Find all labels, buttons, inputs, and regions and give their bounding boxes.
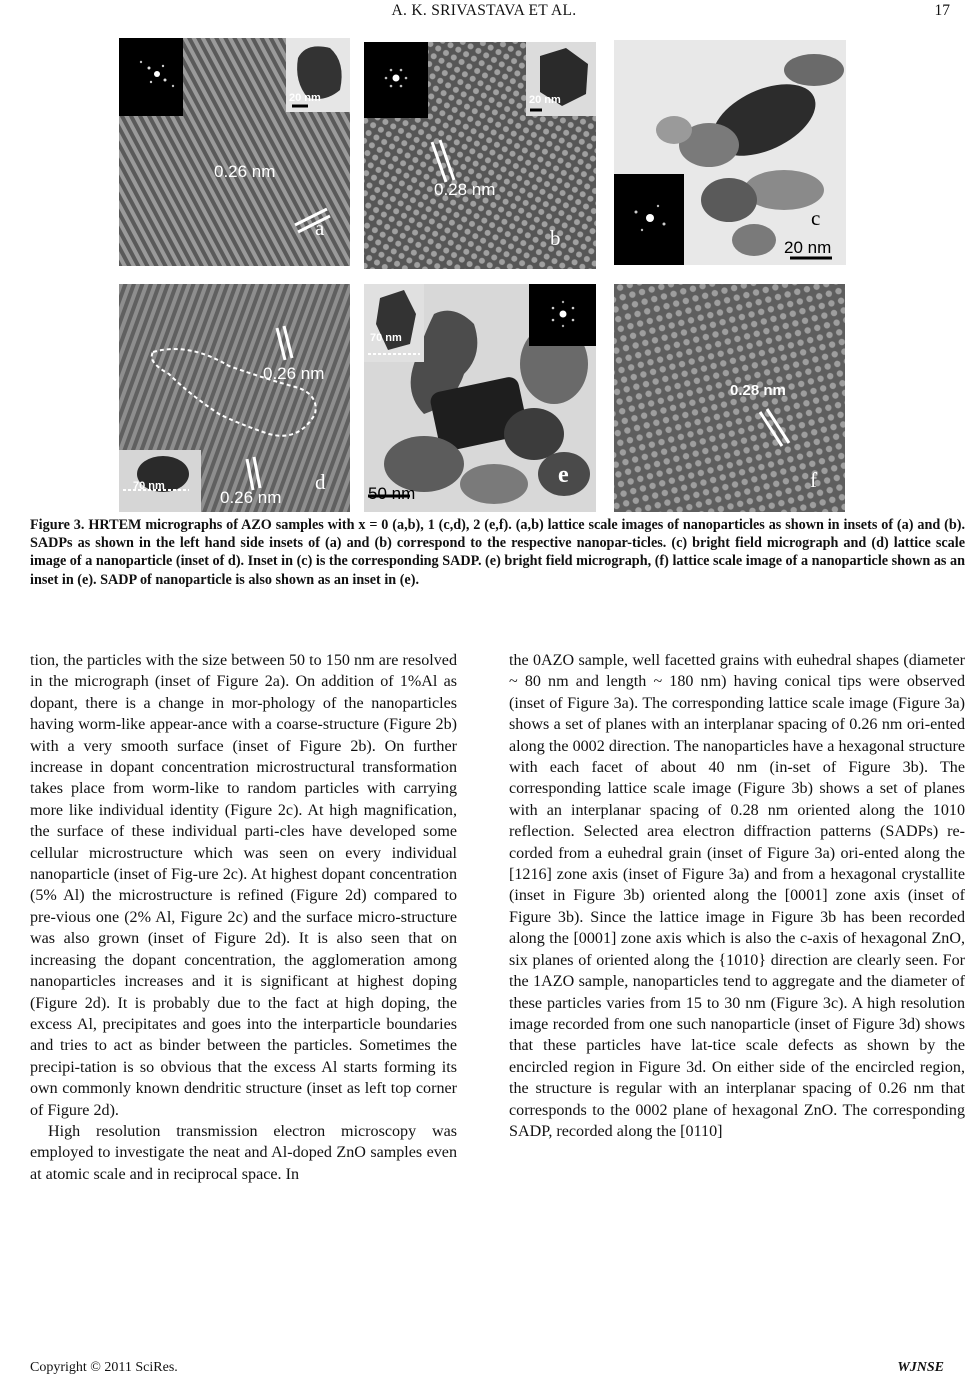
footer-journal: WJNSE: [897, 1360, 944, 1375]
panel-b-letter: b: [550, 226, 561, 250]
panel-c-bright-field: [614, 40, 846, 265]
panel-f-spacing-label: 0.28 nm: [730, 382, 786, 399]
panel-b-inset-scale-label: 20 nm: [529, 94, 561, 106]
panel-e-scale-label: 50 nm: [368, 484, 416, 503]
footer-copyright: Copyright © 2011 SciRes.: [30, 1360, 178, 1375]
left-column: [30, 650, 457, 1185]
panel-c-scale-label: 20 nm: [784, 238, 832, 257]
right-paragraph-1: the 0AZO sample, well facetted grains with euhedral shapes (diameter ~ 80 nm and length ~ 180 nm) having conical tips were observed (inset of Figure 3a). The corresponding lattice scale image (Figure 3a) shows a set of planes with an interplanar spacing of 0.26 nm ori-ented along the 0002 direction. The nanoparticles have a hexagonal structure with each facet of about 40 nm (in-set of Figure 3b). The corresponding lattice scale image (Figure 3b) shows a set of planes with an interplanar spacing of 0.28 nm oriented along the 1010 reflection. Selected area electron diffraction patterns (SADPs) re-corded from a euhedral grain (inset of Figure 3a) ori-ented along the [1216] zone axis (inset of Figure 3a) and from a hexagonal crystallite (inset in Figure 3b) oriented along the [0001] zone axis (inset of Figure 3b). Since the lattice image in Figure 3b has been recorded along the [0001] zone axis which is also the c-axis of hexagonal ZnO, six planes of oriented along the {1010} direction are clearly seen. For the 1AZO sample, nanoparticles tend to aggregate and the diameter of these particles varies from 15 to 30 nm (Figure 3c). A high resolution image recorded from one such nanoparticle (inset of Figure 3d) shows that these particles have lat-tice scale defects as shown by the encircled region in Figure 3d. On either side of the encircled region, the structure is regular with an interplanar spacing of 0.26 nm that corresponds to the 0002 plane of hexagonal ZnO. The corresponding SADP, recorded along the [0110]: [509, 652, 965, 1140]
panel-e-bright-field: [364, 284, 596, 512]
left-paragraph-2: High resolution transmission electron microscopy was employed to investigate the neat and Al-doped ZnO samples even at atomic scale and in reciprocal space. In: [30, 1122, 457, 1183]
panel-a-inset-scale-label: 20 nm: [289, 92, 321, 104]
panel-a-lattice-image: [119, 38, 350, 266]
panel-a-particle-inset: [286, 38, 350, 112]
page-number: 17: [934, 2, 950, 19]
panel-d-inset-scale-label: 70 nm: [133, 480, 165, 492]
panel-e-sadp-inset: [529, 284, 596, 346]
panel-d-particle-inset: [119, 450, 201, 512]
right-column: [509, 650, 965, 1142]
panel-e-particle-inset: [364, 284, 424, 362]
panel-f-letter: f: [810, 468, 817, 492]
panel-d-spacing-bottom-label: 0.26 nm: [220, 488, 282, 507]
panel-d-spacing-top-label: 0.26 nm: [263, 364, 325, 383]
panel-a-letter: a: [315, 216, 325, 240]
panel-d-lattice-image: [119, 284, 350, 512]
figure-caption: Figure 3. HRTEM micrographs of AZO samples with x = 0 (a,b), 1 (c,d), 2 (e,f). (a,b) lattice scale images of nanoparticles as shown in insets of (a) and (b). SADPs as shown in the left hand side insets of (a) and (b) correspond to the respective nanopar-ticles. (c) bright field micrograph and (d) lattice scale image of a nanoparticle (inset of d). Inset in (c) is the corresponding SADP. (e) bright field micrograph, (f) lattice scale image of a nanoparticle shown as an inset in (e). SADP of nanoparticle is also shown as an inset in (e).: [30, 517, 965, 588]
panel-e-letter: e: [558, 462, 569, 488]
panel-b-particle-inset: [526, 42, 596, 116]
panel-e-inset-scale-label: 70 nm: [370, 332, 402, 344]
panel-b-sadp-inset: [364, 42, 428, 118]
left-paragraph-1: tion, the particles with the size between 50 to 150 nm are resolved in the micrograph (inset of Figure 2a). On addition of 1%Al as dopant, there is a change in mor-phology of the nanoparticles having worm-like appear-ance with a coarse-structure (Figure 2b) with a very smooth surface (inset of Figure 2b). On further increase in dopant concentration microstructural transformation takes place from worm-like to random particles with carrying more like individual identity (Figure 2c). At high magnification, the surface of these individual parti-cles have developed some cellular microstructure which was seen on every individual nanoparticle (inset of Fig-ure 2c). At highest dopant concentration (5% Al) the microstructure is refined (Figure 2d) compared to pre-vious one (2% Al, Figure 2c) and the surface micro-structure was also grown (inset of Figure 2d). It is also seen that on increasing the dopant concentration, the agglomeration among nanoparticles increases and it is significant at highest doping (Figure 2d). It is probably due to the fact at high doping, the excess Al, precipitates and goes into the interparticle boundaries and tries to act as binder between the particles. Sometimes the precipi-tation is so obvious that the excess Al starts forming its own commonly known dendritic structure (inset as left top corner of Figure 2d).: [30, 652, 457, 1119]
panel-a-spacing-label: 0.26 nm: [214, 162, 276, 181]
panel-a-sadp-inset: [119, 38, 183, 116]
panel-f-lattice-image: [614, 284, 845, 512]
panel-c-letter: c: [811, 206, 821, 230]
running-header-author: A. K. SRIVASTAVA ET AL.: [391, 2, 577, 19]
panel-b-lattice-image: [364, 42, 596, 269]
panel-c-sadp-inset: [614, 174, 684, 265]
panel-d-letter: d: [315, 470, 326, 494]
panel-b-spacing-label: 0.28 nm: [434, 180, 496, 199]
